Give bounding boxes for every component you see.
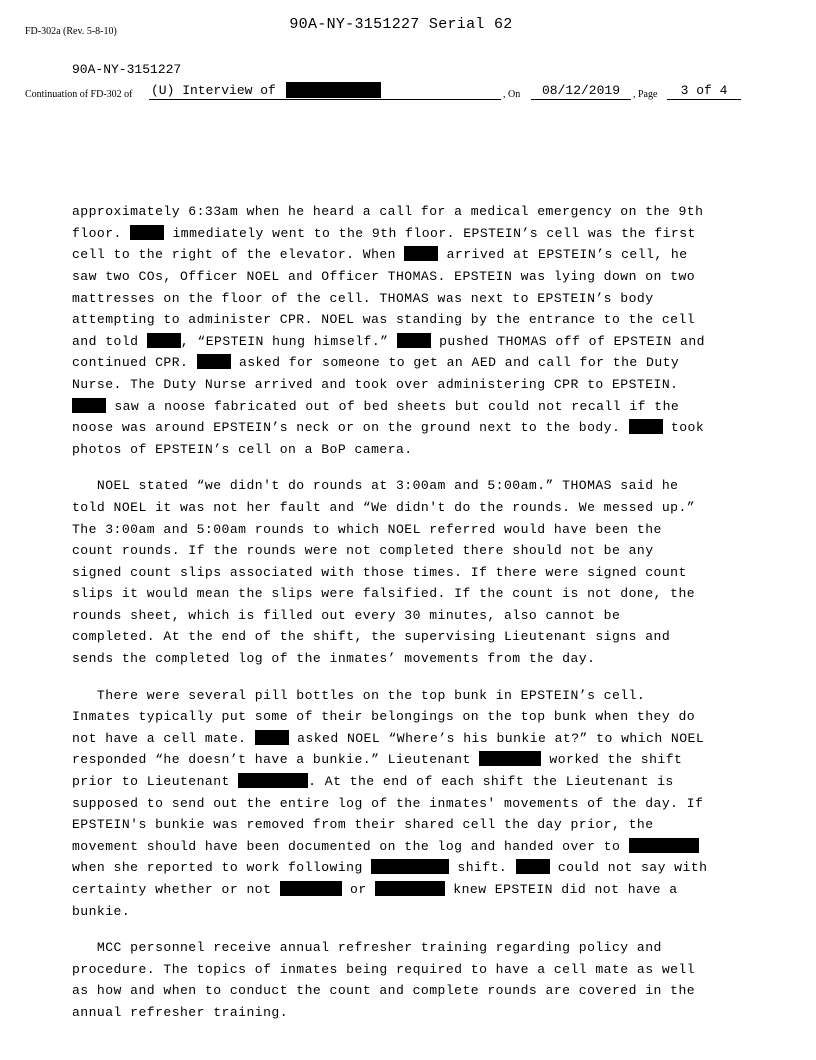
- paragraph-2: [72, 475, 744, 669]
- redaction: [629, 838, 699, 853]
- text-line: . At the end of each shift the Lieutenant is: [308, 774, 674, 790]
- redaction: [404, 246, 438, 261]
- text-line: count rounds. If the rounds were not completed there should not be any: [72, 543, 654, 559]
- text-line: shift.: [457, 860, 508, 876]
- text-line: attempting to administer CPR. NOEL was standing by the entrance to the cell: [72, 312, 696, 328]
- text-line: signed count slips associated with those times. If there were signed count: [72, 564, 687, 580]
- text-line: noose was around EPSTEIN’s neck or on the ground next to the body.: [72, 420, 621, 436]
- paragraph-4: [72, 937, 744, 1023]
- text-line: asked for someone to get an AED and call for the Duty: [238, 355, 680, 371]
- subject-field: [149, 82, 501, 100]
- text-line: when she reported to work following: [72, 860, 363, 876]
- redaction: [280, 881, 342, 896]
- text-line: MCC personnel receive annual refresher training regarding policy and: [72, 940, 662, 956]
- redaction: [479, 751, 541, 766]
- text-line: told NOEL it was not her fault and “We didn't do the rounds. We messed up.”: [72, 499, 696, 515]
- text-line: took: [670, 420, 705, 436]
- text-line: responded “he doesn’t have a bunkie.” Lieutenant: [72, 752, 471, 768]
- paragraph-3: [72, 685, 744, 923]
- text-line: NOEL stated “we didn't do rounds at 3:00am and 5:00am.” THOMAS said he: [72, 478, 679, 494]
- on-label: , On: [503, 89, 521, 100]
- redaction: [255, 730, 289, 745]
- text-line: or: [350, 882, 367, 897]
- text-line: and told: [72, 333, 139, 349]
- text-line: knew EPSTEIN did not have a: [453, 882, 678, 897]
- redaction: [397, 333, 431, 348]
- text-line: photos of EPSTEIN’s cell on a BoP camera.: [72, 441, 413, 457]
- page-value: 3 of 4: [680, 83, 728, 98]
- redaction: [147, 333, 181, 348]
- text-line: certainty whether or not: [72, 882, 272, 897]
- text-line: approximately 6:33am when he heard a call for a medical emergency on the 9th: [72, 204, 704, 220]
- redaction: [72, 398, 106, 413]
- text-line: pushed THOMAS off of EPSTEIN and: [439, 333, 705, 349]
- page-label: , Page: [633, 89, 658, 100]
- text-line: slips it would mean the slips were falsified. If the count is not done, the: [72, 586, 696, 602]
- continuation-label: Continuation of FD-302 of: [25, 89, 133, 100]
- text-line: sends the completed log of the inmates’ movements from the day.: [72, 651, 596, 667]
- text-line: prior to Lieutenant: [72, 774, 230, 790]
- redaction: [375, 881, 445, 896]
- text-line: The 3:00am and 5:00am rounds to which NOEL referred would have been the: [72, 521, 662, 537]
- text-line: not have a cell mate.: [72, 730, 247, 746]
- serial-header: 90A-NY-3151227 Serial 62: [289, 16, 513, 33]
- text-line: EPSTEIN's bunkie was removed from their shared cell the day prior, the: [72, 817, 654, 833]
- text-line: cell to the right of the elevator. When: [72, 247, 396, 263]
- text-line: completed. At the end of the shift, the supervising Lieutenant signs and: [72, 629, 671, 645]
- redaction: [238, 773, 308, 788]
- subject-redaction: [286, 82, 381, 98]
- redaction: [371, 859, 449, 874]
- text-line: bunkie.: [72, 903, 131, 919]
- text-line: worked the shift: [549, 752, 683, 768]
- redaction: [629, 419, 663, 434]
- text-line: rounds sheet, which is filled out every 30 minutes, also cannot be: [72, 607, 621, 623]
- text-line: immediately went to the 9th floor. EPSTEIN’s cell was the first: [172, 225, 696, 241]
- text-line: saw two COs, Officer NOEL and Officer THOMAS. EPSTEIN was lying down on two: [72, 268, 696, 284]
- redaction: [130, 225, 164, 240]
- text-line: supposed to send out the entire log of the inmates' movements of the day. If: [72, 795, 704, 811]
- text-line: continued CPR.: [72, 355, 189, 371]
- text-line: as how and when to conduct the count and complete rounds are covered in the: [72, 983, 696, 999]
- text-line: could not say with: [557, 860, 708, 876]
- file-number: 90A-NY-3151227: [72, 62, 182, 77]
- text-line: floor.: [72, 225, 122, 241]
- form-id: FD-302a (Rev. 5-8-10): [25, 26, 117, 37]
- date-field: [531, 82, 631, 100]
- text-line: procedure. The topics of inmates being required to have a cell mate as well: [72, 961, 696, 977]
- text-line: There were several pill bottles on the top bunk in EPSTEIN’s cell.: [72, 687, 646, 703]
- text-line: asked NOEL “Where’s his bunkie at?” to which NOEL: [297, 730, 705, 746]
- continuation-row: [25, 82, 785, 102]
- redaction: [516, 859, 550, 874]
- body-text: [72, 158, 744, 1060]
- text-line: Inmates typically put some of their belongings on the top bunk when they do: [72, 709, 696, 725]
- subject-text: (U) Interview of: [151, 83, 276, 98]
- text-line: saw a noose fabricated out of bed sheets but could not recall if the: [114, 398, 680, 414]
- text-line: mattresses on the floor of the cell. THOMAS was next to EPSTEIN’s body: [72, 290, 654, 306]
- paragraph-1: [72, 201, 744, 460]
- page-field: [667, 82, 741, 100]
- text-line: annual refresher training.: [72, 1004, 288, 1020]
- text-line: , “EPSTEIN hung himself.”: [180, 333, 389, 349]
- date-value: 08/12/2019: [541, 83, 620, 98]
- text-line: movement should have been documented on the log and handed over to: [72, 838, 621, 854]
- redaction: [197, 354, 231, 369]
- text-line: Nurse. The Duty Nurse arrived and took over administering CPR to EPSTEIN.: [72, 376, 679, 392]
- text-line: arrived at EPSTEIN’s cell, he: [446, 247, 688, 263]
